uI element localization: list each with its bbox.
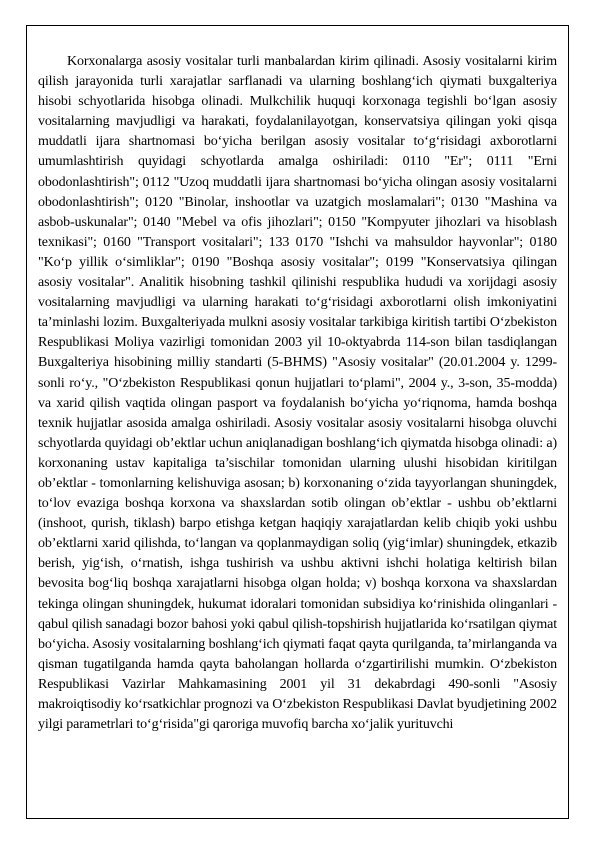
body-paragraph: Korxonalarga asosiy vositalar turli manbalardan kirim qilinadi. Asosiy vositalarni kirim qilish jarayonida turli xarajatlar sarflanadi va ularning boshlang‘ich qiymati buxgalteriya hisobi schyotlarida hisobga olinadi. Mulkchilik huquqi korxonaga tegishli bo‘lgan asosiy vositalarning mavjudligi va harakati, foydalanilayotgan, konservatsiya qilingan yoki qisqa muddatli ijara shartnomasi bo‘yicha berilgan asosiy vositalar to‘g‘risidagi axborotlarni umumlashtirish quyidagi schyotlarda amalga oshiriladi: 0110 "Er"; 0111 "Erni obodonlashtirish"; 0112 "Uzoq muddatli ijara shartnomasi bo‘yicha olingan asosiy vositalarni obodonlashtirish"; 0120 "Binolar, inshootlar va uzatgich moslamalari"; 0130 "Mashina va asbob-uskunalar"; 0140 "Mebel va ofis jihozlari"; 0150 "Kompyuter jihozlari va hisoblash texnikasi"; 0160 "Transport vositalari"; 133 0170 "Ishchi va mahsuldor hayvonlar"; 0180 "Ko‘p yillik o‘simliklar"; 0190 "Boshqa asosiy vositalar"; 0199 "Konservatsiya qilingan asosiy vositalar". Analitik hisobning tashkil qilinishi respublika hududi va xorijdagi asosiy vositalarning mavjudligi va ularning harakati to‘g‘risidagi axborotlarni olish imkoniyatini ta’minlashi lozim. Buxgalteriyada mulkni asosiy vositalar tarkibiga kiritish tartibi O‘zbekiston Respublikasi Moliya vazirligi tomonidan 2003 yil 10-oktyabrda 114-son bilan tasdiqlangan Buxgalteriya hisobining milliy standarti (5-BHMS) "Asosiy vositalar" (20.01.2004 y. 1299-sonli ro‘y., "O‘zbekiston Respublikasi qonun hujjatlari to‘plami", 2004 y., 3-son, 35-modda) va xarid qilish vaqtida olingan pasport va foydalanish bo‘yicha yo‘riqnoma, hamda boshqa texnik hujjatlar asosida amalga oshiriladi. Asosiy vositalar asosiy vositalarni hisobga oluvchi schyotlarda quyidagi ob’ektlar uchun aniqlanadigan boshlang‘ich qiymatda hisobga olinadi: a) korxonaning ustav kapitaliga ta’sischilar tomonidan ularning ulushi hisobidan kiritilgan ob’ektlar - tomonlarning kelishuviga asosan; b) korxonaning o‘zida tayyorlangan shuningdek, to‘lov evaziga boshqa korxona va shaxslardan sotib olingan ob’ektlar - ushbu ob’ektlarni (inshoot, qurish, tiklash) barpo etishga ketgan haqiqiy xarajatlardan kelib chiqib yoki ushbu ob’ektlarni xarid qilishda, to‘langan va qoplanmaydigan soliq (yig‘imlar) shuningdek, etkazib berish, yig‘ish, o‘rnatish, ishga tushirish va ushbu aktivni ishchi holatiga keltirish bilan bevosita bog‘liq boshqa xarajatlarni hisobga olgan holda; v) boshqa korxona va shaxslardan tekinga olingan shuningdek, hukumat idoralari tomonidan subsidiya ko‘rinishida olinganlari - qabul qilish sanadagi bozor bahosi yoki qabul qilish-topshirish hujjatlarida ko‘rsatilgan qiymat bo‘yicha. Asosiy vositalarning boshlang‘ich qiymati faqat qayta qurilganda, ta’mirlanganda va qisman tugatilganda hamda qayta baholangan hollarda o‘zgartirilishi mumkin. O‘zbekiston Respublikasi Vazirlar Mahkamasining 2001 yil 31 dekabrdagi 490-sonli "Asosiy makroiqtisodiy ko‘rsatkichlar prognozi va O‘zbekiston Respublikasi Davlat byudjetining 2002 yilgi parametrlari to‘g‘risida"gi qaroriga muvofiq barcha xo‘jalik yurituvchi — [38, 54, 557, 733]
